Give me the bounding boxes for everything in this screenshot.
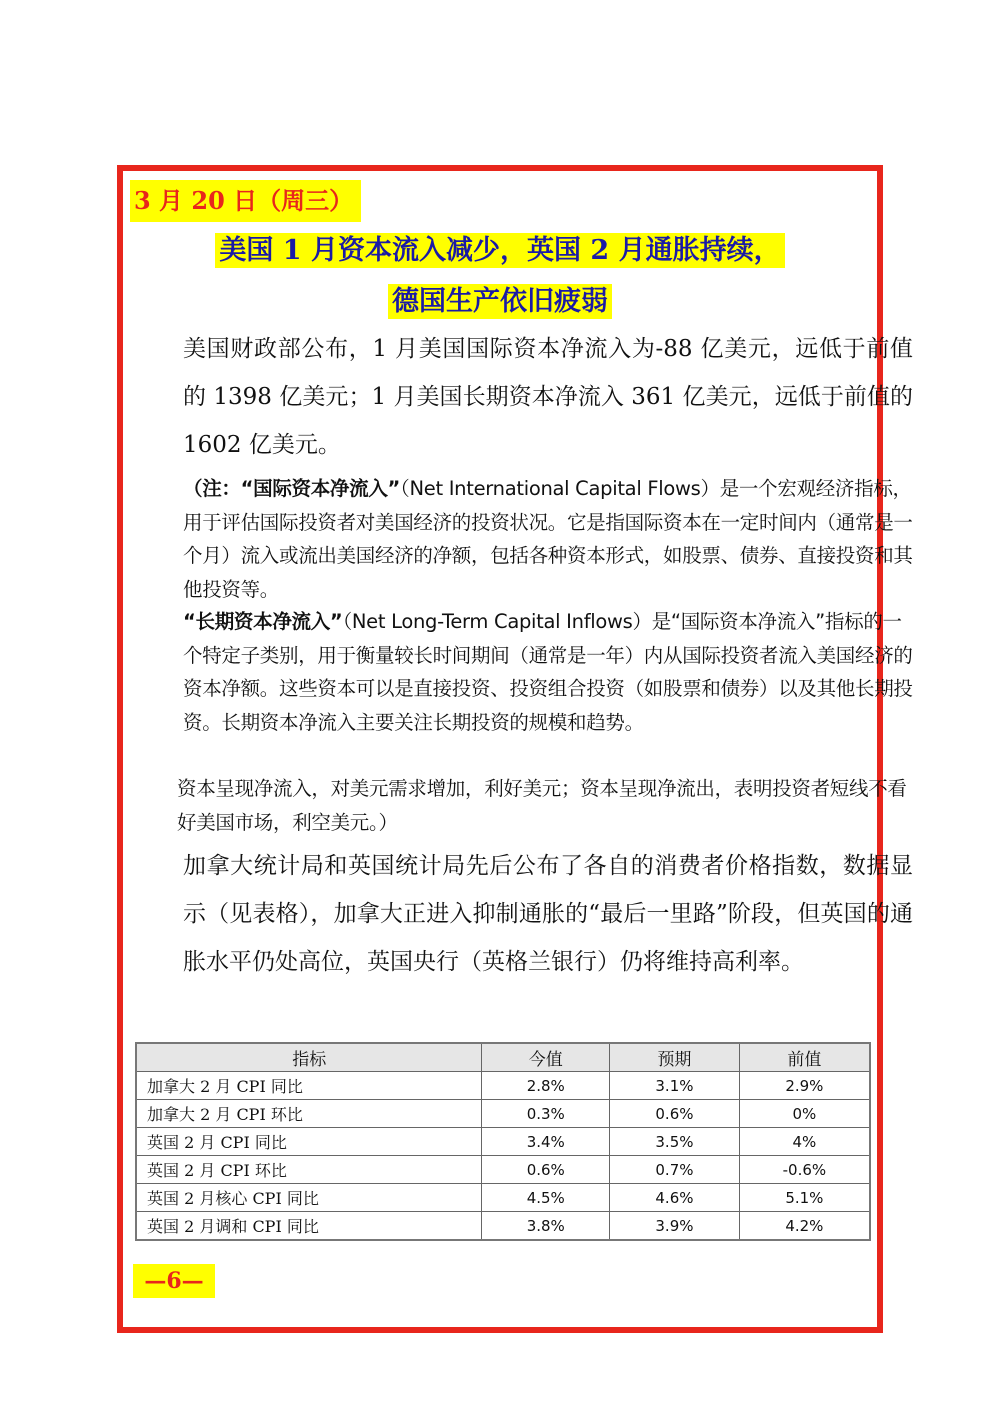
table-row xyxy=(136,1072,870,1100)
row-actual: 0.3% xyxy=(482,1100,610,1128)
note-prefix: （注： xyxy=(183,477,241,500)
row-actual: 2.8% xyxy=(482,1072,610,1100)
note-term-long-term: “长期资本净流入” xyxy=(183,610,343,633)
paragraph-cpi: 加拿大统计局和英国统计局先后公布了各自的消费者价格指数，数据显示（见表格），加拿大正进入抑制通胀的“最后一里路”阶段，但英国的通胀水平仍处高位，英国央行（英格兰银行）仍将维持高利率。 xyxy=(183,853,913,975)
row-forecast: 0.6% xyxy=(610,1100,740,1128)
note-term-international: “国际资本净流入” xyxy=(240,477,401,500)
row-previous: 4.2% xyxy=(739,1212,870,1241)
table-row xyxy=(136,1100,870,1128)
cpi-table xyxy=(135,1042,871,1241)
note-conclusion: 资本呈现净流入，对美元需求增加，利好美元；资本呈现净流出，表明投资者短线不看好美国市场，利空美元。） xyxy=(177,777,907,834)
row-indicator: 英国 2 月 CPI 环比 xyxy=(136,1156,482,1184)
row-forecast: 4.6% xyxy=(610,1184,740,1212)
row-previous: 5.1% xyxy=(739,1184,870,1212)
row-indicator: 英国 2 月核心 CPI 同比 xyxy=(136,1184,482,1212)
note-text-international: （Net International Capital Flows）是一个宏观经济指标，用于评估国际投资者对美国经济的投资状况。它是指国际资本在一定时间内（通常是一个月）流入或流出美国经济的净额，包括各种资本形式，如股票、债券、直接投资和其他投资等。 xyxy=(183,477,913,601)
row-actual: 4.5% xyxy=(482,1184,610,1212)
row-indicator: 英国 2 月调和 CPI 同比 xyxy=(136,1212,482,1241)
note-international-capital xyxy=(135,472,913,606)
row-indicator: 加拿大 2 月 CPI 环比 xyxy=(136,1100,482,1128)
table-row xyxy=(136,1184,870,1212)
row-previous: 2.9% xyxy=(739,1072,870,1100)
row-indicator: 英国 2 月 CPI 同比 xyxy=(136,1128,482,1156)
row-indicator: 加拿大 2 月 CPI 同比 xyxy=(136,1072,482,1100)
table-row xyxy=(136,1156,870,1184)
paragraph-capital-flows: 美国财政部公布，1 月美国国际资本净流入为-88 亿美元，远低于前值的 1398 亿美元；1 月美国长期资本净流入 361 亿美元，远低于前值的 1602 亿美元。 xyxy=(183,336,913,458)
header-indicator: 指标 xyxy=(136,1043,482,1072)
headline-line-1 xyxy=(0,228,1000,267)
header-actual: 今值 xyxy=(482,1043,610,1072)
row-forecast: 0.7% xyxy=(610,1156,740,1184)
row-actual: 3.4% xyxy=(482,1128,610,1156)
row-forecast: 3.5% xyxy=(610,1128,740,1156)
headline-line-2 xyxy=(0,279,1000,318)
row-forecast: 3.9% xyxy=(610,1212,740,1241)
header-previous: 前值 xyxy=(739,1043,870,1072)
row-actual: 0.6% xyxy=(482,1156,610,1184)
row-previous: -0.6% xyxy=(739,1156,870,1184)
date-label: 3 月 20 日（周三） xyxy=(130,180,361,222)
page-number: —6— xyxy=(133,1264,215,1298)
note-long-term-capital xyxy=(135,605,913,739)
row-previous: 0% xyxy=(739,1100,870,1128)
headline-text-1: 美国 1 月资本流入减少，英国 2 月通胀持续， xyxy=(215,233,784,268)
row-actual: 3.8% xyxy=(482,1212,610,1241)
row-previous: 4% xyxy=(739,1128,870,1156)
headline-text-2: 德国生产依旧疲弱 xyxy=(388,284,612,319)
table-row xyxy=(136,1128,870,1156)
note-text-long-term: （Net Long-Term Capital Inflows）是“国际资本净流入”指标的一个特定子类别，用于衡量较长时间期间（通常是一年）内从国际投资者流入美国经济的资本净额。这些资本可以是直接投资、投资组合投资（如股票和债券）以及其他长期投资。长期资本净流入主要关注长期投资的规模和趋势。 xyxy=(183,610,913,734)
table-header-row xyxy=(136,1043,870,1072)
row-forecast: 3.1% xyxy=(610,1072,740,1100)
header-forecast: 预期 xyxy=(610,1043,740,1072)
table-row xyxy=(136,1212,870,1241)
